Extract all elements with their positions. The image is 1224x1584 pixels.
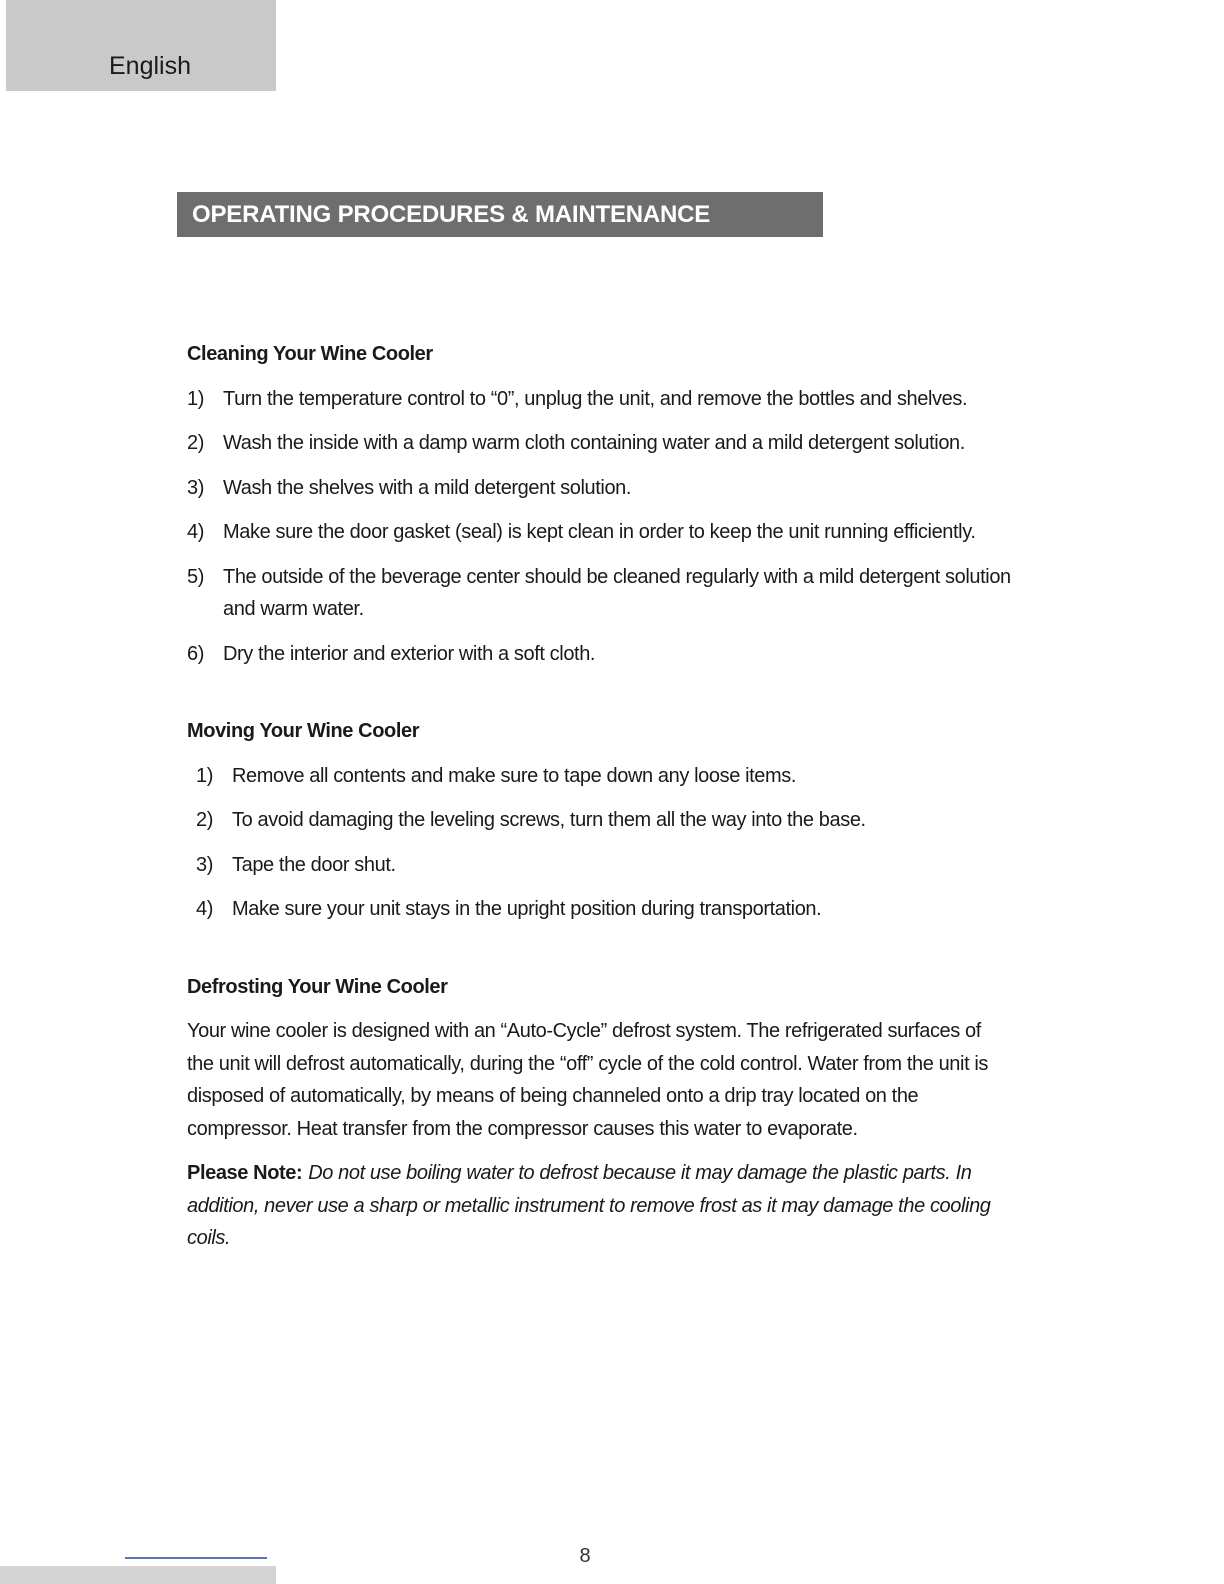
defrosting-note: [187, 1157, 1002, 1255]
cleaning-heading: Cleaning Your Wine Cooler: [187, 343, 433, 365]
step-number: 5): [187, 565, 204, 588]
language-label: English: [109, 52, 191, 80]
moving-section: [187, 715, 1017, 926]
moving-step: [196, 804, 1017, 837]
cleaning-step: [187, 472, 1017, 505]
step-number: 1): [187, 387, 204, 410]
step-text: Wash the inside with a damp warm cloth containing water and a mild detergent solution.: [223, 432, 965, 454]
step-number: 2): [196, 809, 213, 831]
note-text: Do not use boiling water to defrost because it may damage the plastic parts. In addition, never use a sharp or metallic instrument to remove frost as it may damage the cooling coils.: [187, 1162, 991, 1249]
page-number: 8: [579, 1545, 591, 1567]
step-number: 1): [196, 764, 213, 787]
page-content: [187, 338, 1017, 1255]
step-text: Wash the shelves with a mild detergent solution.: [223, 476, 632, 499]
note-label: Please Note:: [187, 1162, 303, 1184]
step-number: 3): [196, 853, 213, 876]
cleaning-step: [187, 638, 1017, 671]
step-text: The outside of the beverage center should be cleaned regularly with a mild detergent solution and warm water.: [223, 565, 1011, 620]
step-text: Make sure the door gasket (seal) is kept clean in order to keep the unit running efficiently.: [223, 521, 976, 543]
step-number: 4): [196, 898, 213, 920]
moving-step: [196, 849, 1017, 882]
step-text: Make sure your unit stays in the upright position during transportation.: [232, 898, 822, 920]
defrosting-heading: Defrosting Your Wine Cooler: [187, 975, 448, 998]
moving-steps-list: [187, 760, 1017, 926]
defrosting-section: [187, 971, 1017, 1255]
moving-heading: Moving Your Wine Cooler: [187, 720, 420, 742]
step-text: Turn the temperature control to “0”, unplug the unit, and remove the bottles and shelves.: [223, 387, 968, 410]
moving-step: [196, 760, 1017, 793]
footer-tab: [0, 1566, 276, 1584]
step-number: 2): [187, 432, 204, 454]
cleaning-steps-list: [187, 383, 1017, 671]
step-number: 3): [187, 476, 204, 499]
cleaning-section: [187, 338, 1017, 670]
step-number: 4): [187, 521, 204, 543]
step-text: Dry the interior and exterior with a soft cloth.: [223, 642, 596, 665]
step-text: To avoid damaging the leveling screws, turn them all the way into the base.: [232, 809, 866, 831]
cleaning-step: [187, 427, 1017, 460]
section-title-banner: OPERATING PROCEDURES & MAINTENANCE: [177, 192, 823, 237]
cleaning-step: [187, 516, 1017, 549]
step-text: Remove all contents and make sure to tape down any loose items.: [232, 764, 797, 787]
cleaning-step: [187, 561, 1017, 626]
defrosting-body: Your wine cooler is designed with an “Auto-Cycle” defrost system. The refrigerated surfaces of the unit will defrost automatically, during the “off” cycle of the cold control. Water from the unit is disposed of automatically, by means of being channeled onto a drip tray located on the compressor. Heat transfer from the compressor causes this water to evaporate.: [187, 1020, 989, 1140]
step-number: 6): [187, 642, 204, 665]
cleaning-step: [187, 383, 1017, 416]
language-tab: [6, 0, 276, 91]
moving-step: [196, 893, 1017, 926]
step-text: Tape the door shut.: [232, 853, 396, 876]
